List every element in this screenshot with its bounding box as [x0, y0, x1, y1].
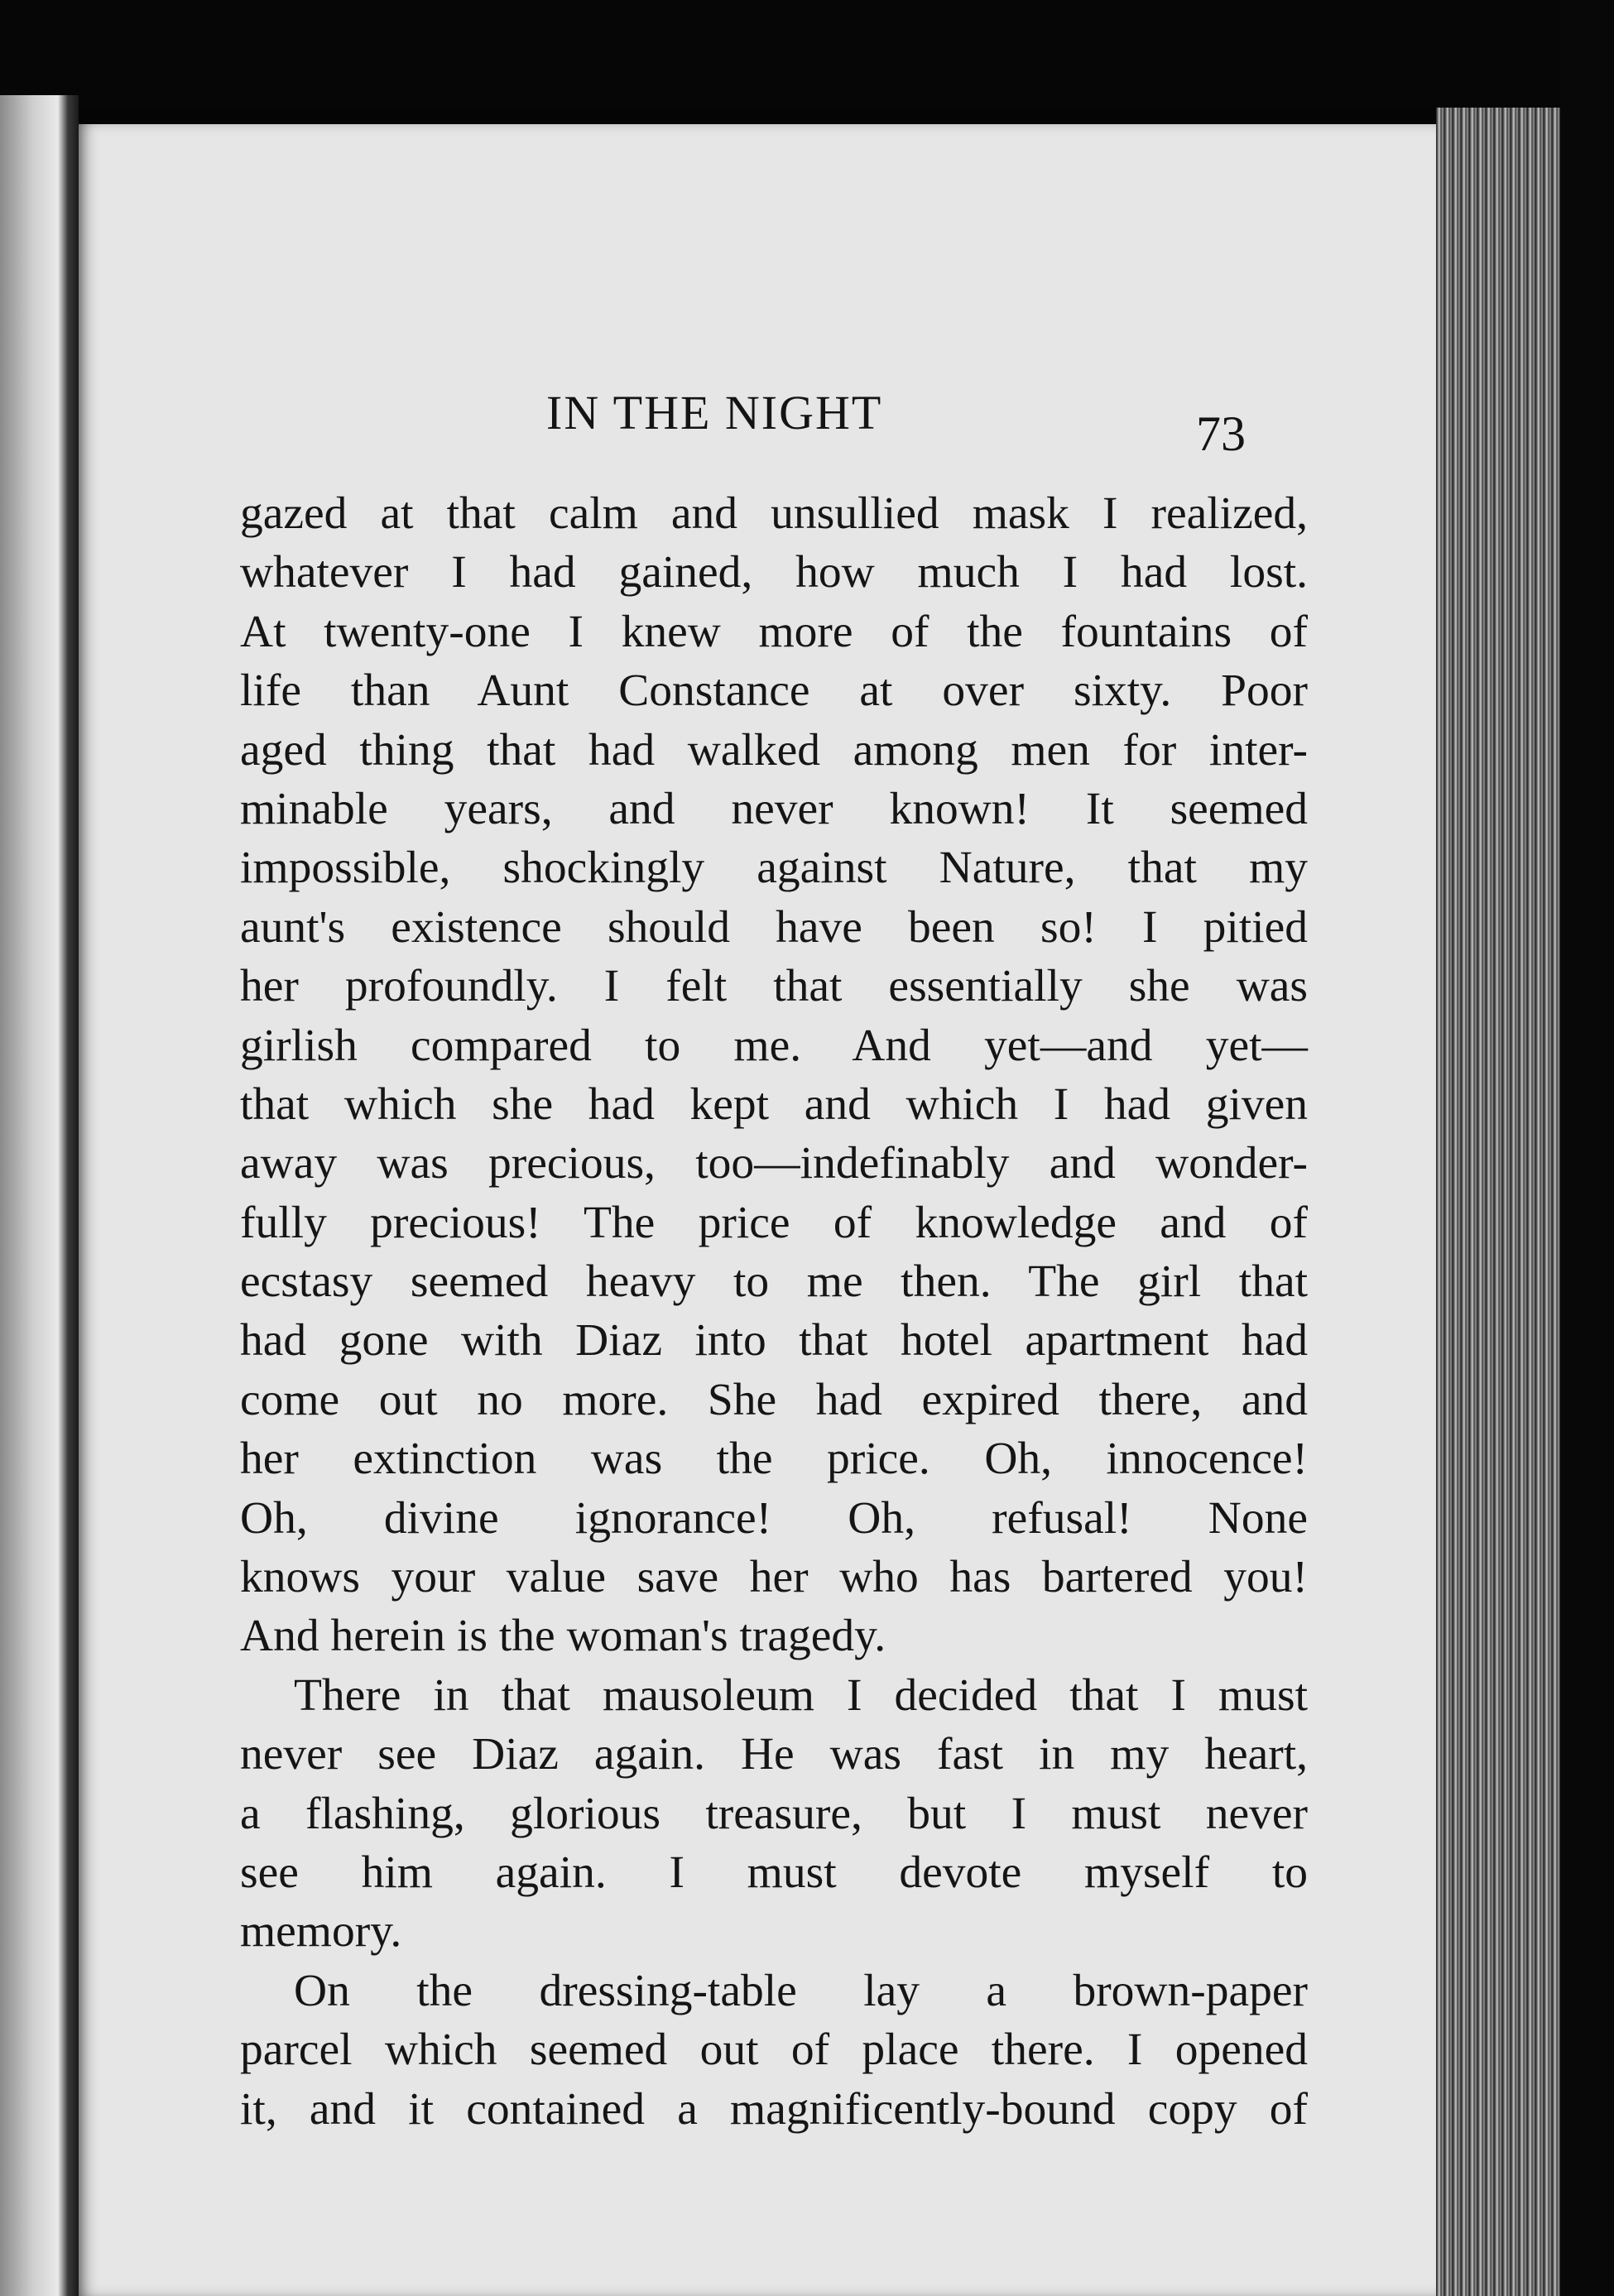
- text-line: memory.: [240, 1906, 402, 1957]
- text-line: fully precious! The price of knowledge and of: [240, 1197, 1308, 1248]
- scanner-background-right: [1560, 0, 1614, 2296]
- text-line: a flashing, glorious treasure, but I must never: [240, 1788, 1308, 1839]
- text-line: life than Aunt Constance at over sixty. Poor: [240, 665, 1308, 717]
- text-line: her profoundly. I felt that essentially she was: [240, 961, 1308, 1012]
- text-line: There in that mausoleum I decided that I must: [294, 1669, 1308, 1721]
- text-line: away was precious, too—indefinably and wonder-: [240, 1138, 1308, 1189]
- page-number: 73: [1196, 406, 1246, 461]
- text-line: ecstasy seemed heavy to me then. The girl that: [240, 1256, 1308, 1308]
- page-header: [79, 372, 1436, 464]
- text-line: see him again. I must devote myself to: [240, 1847, 1308, 1898]
- text-line: Oh, divine ignorance! Oh, refusal! None: [240, 1492, 1308, 1544]
- body-text: [240, 484, 1308, 2139]
- paragraph: [240, 1962, 1308, 2139]
- text-line: girlish compared to me. And yet—and yet—: [240, 1020, 1308, 1071]
- text-line: At twenty-one I knew more of the fountains of: [240, 606, 1308, 657]
- binding-gutter: [0, 95, 79, 2296]
- text-line: her extinction was the price. Oh, innocence!: [240, 1434, 1308, 1485]
- text-line: gazed at that calm and unsullied mask I realized,: [240, 488, 1308, 539]
- text-line: On the dressing-table lay a brown-paper: [294, 1965, 1308, 2016]
- text-line: parcel which seemed out of place there. I opened: [240, 2025, 1308, 2076]
- text-line: impossible, shockingly against Nature, that my: [240, 843, 1308, 894]
- text-line: had gone with Diaz into that hotel apartment had: [240, 1315, 1308, 1367]
- text-line: aged thing that had walked among men for inter-: [240, 724, 1308, 776]
- text-line: knows your value save her who has bartered you!: [240, 1552, 1308, 1603]
- text-line: it, and it contained a magnificently-bound copy of: [240, 2083, 1308, 2135]
- text-line: aunt's existence should have been so! I pitied: [240, 901, 1308, 953]
- text-line: And herein is the woman's tragedy.: [240, 1611, 886, 1662]
- text-line: never see Diaz again. He was fast in my heart,: [240, 1729, 1308, 1780]
- scanner-background-top: [0, 0, 1614, 108]
- text-line: come out no more. She had expired there, and: [240, 1374, 1308, 1425]
- page-edges: [1436, 108, 1560, 2296]
- paragraph: [240, 484, 1308, 1666]
- text-line: minable years, and never known! It seemed: [240, 783, 1308, 834]
- text-line: that which she had kept and which I had given: [240, 1078, 1308, 1130]
- running-head: IN THE NIGHT: [546, 386, 883, 440]
- book-page: [79, 124, 1436, 2296]
- text-line: whatever I had gained, how much I had lost.: [240, 547, 1308, 598]
- paragraph: [240, 1666, 1308, 1962]
